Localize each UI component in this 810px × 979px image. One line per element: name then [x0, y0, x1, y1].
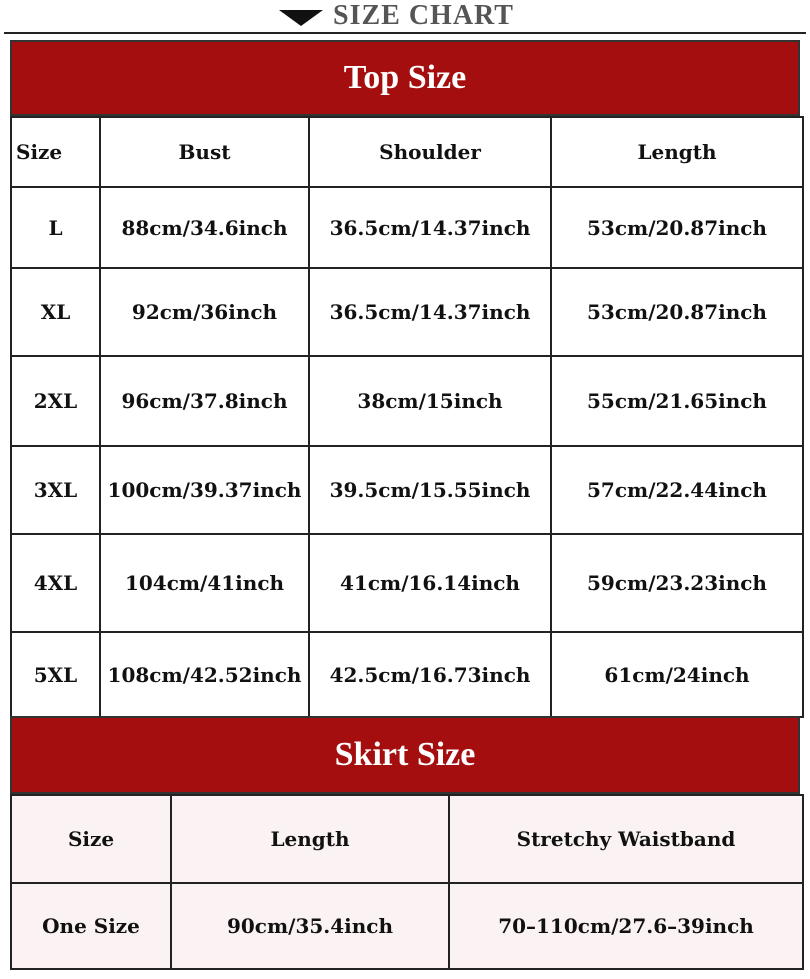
shoulder-cell: 38cm/15inch — [309, 356, 551, 446]
header-cell-length: Length — [551, 117, 803, 187]
length-cell: 53cm/20.87inch — [551, 268, 803, 356]
table-row — [11, 883, 803, 969]
bust-cell: 100cm/39.37inch — [100, 446, 309, 534]
top-size-header-row — [11, 117, 803, 187]
header-cell-size: Size — [11, 795, 171, 883]
top-size-title: Top Size — [343, 59, 467, 96]
table-row — [11, 534, 803, 632]
skirt-size-banner — [10, 716, 800, 794]
waistband-cell: 70–110cm/27.6–39inch — [449, 883, 803, 969]
bust-cell: 96cm/37.8inch — [100, 356, 309, 446]
size-cell: 5XL — [11, 632, 100, 717]
header-cell-size: Size — [11, 117, 100, 187]
length-cell: 90cm/35.4inch — [171, 883, 449, 969]
top-size-banner — [10, 40, 800, 116]
shoulder-cell: 41cm/16.14inch — [309, 534, 551, 632]
size-cell: 2XL — [11, 356, 100, 446]
shoulder-cell: 39.5cm/15.55inch — [309, 446, 551, 534]
length-cell: 55cm/21.65inch — [551, 356, 803, 446]
header-cell-bust: Bust — [100, 117, 309, 187]
top-size-table — [10, 116, 804, 718]
size-cell: 3XL — [11, 446, 100, 534]
length-cell: 57cm/22.44inch — [551, 446, 803, 534]
length-cell: 59cm/23.23inch — [551, 534, 803, 632]
size-chart-title: SIZE CHART — [333, 0, 514, 31]
table-row — [11, 268, 803, 356]
table-row — [11, 187, 803, 268]
length-cell: 61cm/24inch — [551, 632, 803, 717]
length-cell: 53cm/20.87inch — [551, 187, 803, 268]
size-chart-header — [0, 0, 810, 32]
skirt-size-header-row — [11, 795, 803, 883]
size-cell: 4XL — [11, 534, 100, 632]
size-chart-title-group — [279, 0, 514, 32]
size-cell: XL — [11, 268, 100, 356]
shoulder-cell: 36.5cm/14.37inch — [309, 268, 551, 356]
bust-cell: 104cm/41inch — [100, 534, 309, 632]
header-divider — [4, 32, 806, 34]
bust-cell: 108cm/42.52inch — [100, 632, 309, 717]
table-row — [11, 356, 803, 446]
bust-cell: 88cm/34.6inch — [100, 187, 309, 268]
header-cell-length: Length — [171, 795, 449, 883]
shoulder-cell: 42.5cm/16.73inch — [309, 632, 551, 717]
table-row — [11, 446, 803, 534]
skirt-size-title: Skirt Size — [334, 736, 476, 773]
size-cell: One Size — [11, 883, 171, 969]
size-cell: L — [11, 187, 100, 268]
shoulder-cell: 36.5cm/14.37inch — [309, 187, 551, 268]
header-cell-waistband: Stretchy Waistband — [449, 795, 803, 883]
skirt-size-table — [10, 794, 804, 970]
triangle-down-icon — [279, 10, 323, 26]
header-cell-shoulder: Shoulder — [309, 117, 551, 187]
bust-cell: 92cm/36inch — [100, 268, 309, 356]
table-row — [11, 632, 803, 717]
